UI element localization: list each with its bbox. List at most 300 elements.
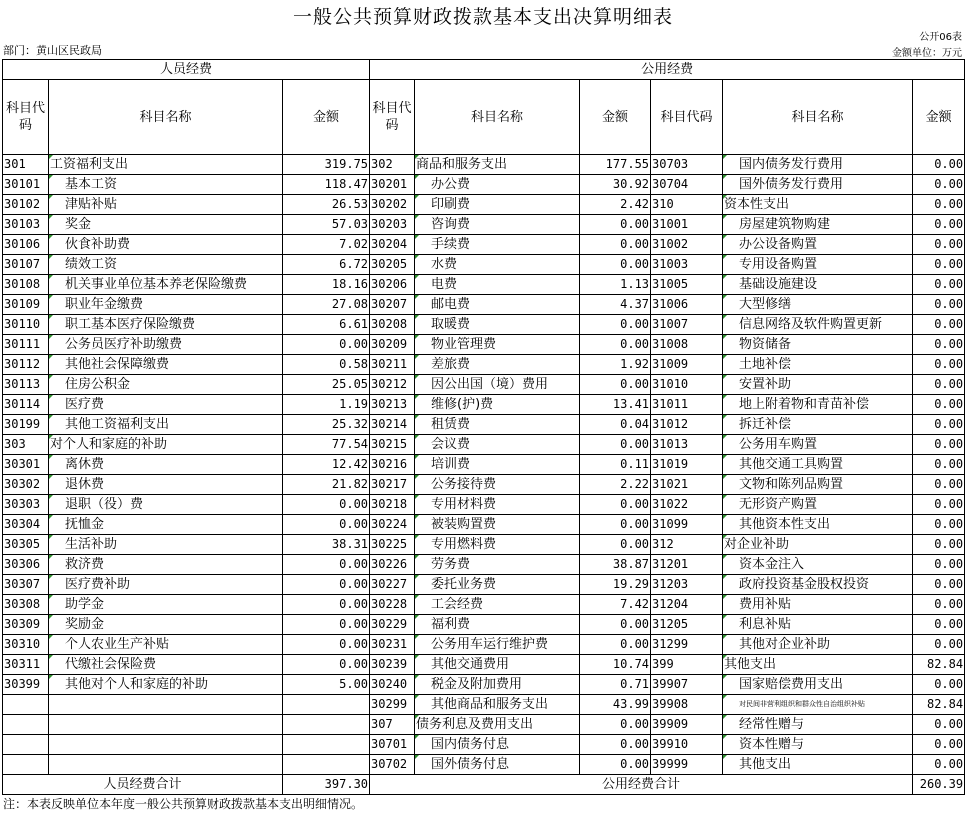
table-row — [3, 375, 965, 395]
subject-code: 30231 — [370, 635, 415, 655]
subject-amount: 0.00 — [913, 495, 965, 515]
subject-name: 其他商品和服务支出 — [415, 695, 580, 715]
subject-name: 公务用车购置 — [723, 435, 913, 455]
subject-name — [49, 755, 283, 775]
subject-code: 30703 — [651, 155, 723, 175]
subject-amount: 0.00 — [580, 535, 651, 555]
subject-amount: 0.00 — [580, 615, 651, 635]
subject-code: 30205 — [370, 255, 415, 275]
subject-amount — [283, 735, 370, 755]
subject-amount — [283, 755, 370, 775]
table-row — [3, 275, 965, 295]
subject-amount: 0.71 — [580, 675, 651, 695]
subject-amount: 0.00 — [580, 315, 651, 335]
header-code: 科目代码 — [370, 80, 415, 155]
subject-name: 工会经费 — [415, 595, 580, 615]
subject-amount: 2.22 — [580, 475, 651, 495]
subject-name: 伙食补助费 — [49, 235, 283, 255]
subject-name: 个人农业生产补贴 — [49, 635, 283, 655]
report-title: 一般公共预算财政拨款基本支出决算明细表 — [292, 6, 673, 28]
subject-code: 30311 — [3, 655, 49, 675]
subject-amount: 7.02 — [283, 235, 370, 255]
subject-amount: 0.00 — [913, 415, 965, 435]
subject-code: 31006 — [651, 295, 723, 315]
table-row — [3, 755, 965, 775]
subject-amount: 38.87 — [580, 555, 651, 575]
subject-name: 信息网络及软件购置更新 — [723, 315, 913, 335]
subject-name: 劳务费 — [415, 555, 580, 575]
subject-name: 津贴补贴 — [49, 195, 283, 215]
subject-code: 30212 — [370, 375, 415, 395]
table-row — [3, 195, 965, 215]
subject-code: 30304 — [3, 515, 49, 535]
subject-code: 30202 — [370, 195, 415, 215]
subject-code: 30229 — [370, 615, 415, 635]
subject-name: 差旅费 — [415, 355, 580, 375]
subject-amount: 0.00 — [913, 475, 965, 495]
header-code: 科目代码 — [651, 80, 723, 155]
subject-amount: 25.05 — [283, 375, 370, 395]
subject-amount: 118.47 — [283, 175, 370, 195]
subject-name: 拆迁补偿 — [723, 415, 913, 435]
subject-code: 30240 — [370, 675, 415, 695]
form-number: 公开06表 — [919, 32, 962, 43]
subject-name: 资本性支出 — [723, 195, 913, 215]
subject-amount: 0.00 — [580, 735, 651, 755]
subject-amount: 4.37 — [580, 295, 651, 315]
subject-code: 30201 — [370, 175, 415, 195]
subject-amount: 0.00 — [913, 155, 965, 175]
public-total-label: 公用经费合计 — [370, 775, 913, 795]
subject-name: 其他对个人和家庭的补助 — [49, 675, 283, 695]
subject-code: 312 — [651, 535, 723, 555]
table-row — [3, 335, 965, 355]
table-row — [3, 515, 965, 535]
subject-code: 30307 — [3, 575, 49, 595]
subject-amount: 82.84 — [913, 695, 965, 715]
subject-amount: 0.00 — [913, 215, 965, 235]
subject-amount: 0.00 — [283, 615, 370, 635]
table-row — [3, 215, 965, 235]
table-row — [3, 635, 965, 655]
subject-amount: 0.00 — [913, 575, 965, 595]
subject-amount: 26.53 — [283, 195, 370, 215]
subject-code: 30305 — [3, 535, 49, 555]
subject-amount: 0.00 — [913, 675, 965, 695]
subject-amount: 0.00 — [283, 655, 370, 675]
subject-code: 31204 — [651, 595, 723, 615]
subject-name: 租赁费 — [415, 415, 580, 435]
subject-name: 专用设备购置 — [723, 255, 913, 275]
subject-name: 房屋建筑物购建 — [723, 215, 913, 235]
subject-amount: 25.32 — [283, 415, 370, 435]
subject-amount: 13.41 — [580, 395, 651, 415]
subject-amount: 0.58 — [283, 355, 370, 375]
subject-code: 30103 — [3, 215, 49, 235]
subject-amount: 19.29 — [580, 575, 651, 595]
subject-name: 物业管理费 — [415, 335, 580, 355]
subject-name: 其他支出 — [723, 755, 913, 775]
subject-name: 代缴社会保险费 — [49, 655, 283, 675]
subject-code: 31013 — [651, 435, 723, 455]
subject-name: 职业年金缴费 — [49, 295, 283, 315]
subject-code: 30113 — [3, 375, 49, 395]
subject-amount: 177.55 — [580, 155, 651, 175]
subject-code: 39908 — [651, 695, 723, 715]
subject-code: 302 — [370, 155, 415, 175]
subject-code: 30308 — [3, 595, 49, 615]
subject-name: 利息补贴 — [723, 615, 913, 635]
footnote: 注：本表反映单位本年度一般公共预算财政拨款基本支出明细情况。 — [3, 797, 364, 811]
subject-name: 大型修缮 — [723, 295, 913, 315]
subject-amount: 0.00 — [580, 435, 651, 455]
table-row — [3, 715, 965, 735]
subject-amount: 0.00 — [283, 575, 370, 595]
subject-code: 30114 — [3, 395, 49, 415]
subject-amount: 0.00 — [913, 195, 965, 215]
subject-name: 安置补助 — [723, 375, 913, 395]
subject-code: 30224 — [370, 515, 415, 535]
subject-name: 国外债务发行费用 — [723, 175, 913, 195]
subject-name: 职工基本医疗保险缴费 — [49, 315, 283, 335]
personnel-total-label: 人员经费合计 — [3, 775, 283, 795]
subject-amount: 0.00 — [580, 215, 651, 235]
subject-amount: 12.42 — [283, 455, 370, 475]
subject-code: 30704 — [651, 175, 723, 195]
subject-amount: 0.00 — [580, 635, 651, 655]
subject-code: 30228 — [370, 595, 415, 615]
subject-name: 商品和服务支出 — [415, 155, 580, 175]
subject-code — [3, 695, 49, 715]
table-row — [3, 435, 965, 455]
subject-name: 基本工资 — [49, 175, 283, 195]
subject-amount: 1.19 — [283, 395, 370, 415]
header-public: 公用经费 — [370, 60, 965, 80]
subject-name: 被装购置费 — [415, 515, 580, 535]
subject-code: 30112 — [3, 355, 49, 375]
subject-name: 退职（役）费 — [49, 495, 283, 515]
header-amount: 金额 — [580, 80, 651, 155]
subject-name: 印刷费 — [415, 195, 580, 215]
subject-code: 31201 — [651, 555, 723, 575]
subject-name: 奖金 — [49, 215, 283, 235]
subject-amount: 1.92 — [580, 355, 651, 375]
subject-amount: 0.00 — [913, 335, 965, 355]
subject-amount: 5.00 — [283, 675, 370, 695]
subject-code: 30204 — [370, 235, 415, 255]
subject-amount: 0.00 — [580, 755, 651, 775]
subject-code: 30299 — [370, 695, 415, 715]
table-row — [3, 315, 965, 335]
department-label: 部门：黄山区民政局 — [3, 44, 102, 57]
subject-code: 30227 — [370, 575, 415, 595]
header-name: 科目名称 — [723, 80, 913, 155]
subject-name: 对企业补助 — [723, 535, 913, 555]
table-row — [3, 555, 965, 575]
subject-amount: 0.00 — [913, 235, 965, 255]
subject-code: 31001 — [651, 215, 723, 235]
subject-amount: 0.00 — [283, 515, 370, 535]
subject-name: 地上附着物和青苗补偿 — [723, 395, 913, 415]
subject-name: 因公出国（境）费用 — [415, 375, 580, 395]
subject-name: 费用补贴 — [723, 595, 913, 615]
subject-code: 31022 — [651, 495, 723, 515]
table-row — [3, 295, 965, 315]
subject-code: 30209 — [370, 335, 415, 355]
subject-name: 水费 — [415, 255, 580, 275]
table-row — [3, 155, 965, 175]
subject-code: 30225 — [370, 535, 415, 555]
subject-code: 31007 — [651, 315, 723, 335]
subject-name — [49, 735, 283, 755]
subject-code: 30102 — [3, 195, 49, 215]
subject-name: 国内债务发行费用 — [723, 155, 913, 175]
subject-name: 退休费 — [49, 475, 283, 495]
subject-code: 30306 — [3, 555, 49, 575]
subject-amount: 0.11 — [580, 455, 651, 475]
subject-name: 国内债务付息 — [415, 735, 580, 755]
subject-name: 税金及附加费用 — [415, 675, 580, 695]
subject-name: 办公费 — [415, 175, 580, 195]
subject-name: 其他交通工具购置 — [723, 455, 913, 475]
subject-name: 奖励金 — [49, 615, 283, 635]
subject-name: 债务利息及费用支出 — [415, 715, 580, 735]
subject-amount: 0.00 — [580, 715, 651, 735]
subject-code: 30111 — [3, 335, 49, 355]
header-name: 科目名称 — [49, 80, 283, 155]
subject-amount: 0.00 — [913, 355, 965, 375]
subject-name: 公务员医疗补助缴费 — [49, 335, 283, 355]
table-row — [3, 695, 965, 715]
subject-amount: 0.00 — [283, 495, 370, 515]
subject-name: 经常性赠与 — [723, 715, 913, 735]
subject-name: 专用材料费 — [415, 495, 580, 515]
subject-name: 委托业务费 — [415, 575, 580, 595]
subject-name: 抚恤金 — [49, 515, 283, 535]
subject-amount: 0.00 — [913, 395, 965, 415]
subject-code: 30399 — [3, 675, 49, 695]
subject-name: 邮电费 — [415, 295, 580, 315]
subject-amount: 0.00 — [913, 435, 965, 455]
subject-amount: 0.00 — [283, 635, 370, 655]
subject-amount: 0.00 — [283, 335, 370, 355]
subject-amount — [283, 715, 370, 735]
table-row — [3, 395, 965, 415]
subject-code: 307 — [370, 715, 415, 735]
amount-unit: 金额单位：万元 — [892, 48, 962, 59]
table-row — [3, 415, 965, 435]
subject-amount: 27.08 — [283, 295, 370, 315]
subject-code: 31009 — [651, 355, 723, 375]
subject-amount: 0.00 — [913, 375, 965, 395]
subject-amount: 0.00 — [913, 615, 965, 635]
subject-code: 30701 — [370, 735, 415, 755]
subject-name: 电费 — [415, 275, 580, 295]
table-row — [3, 355, 965, 375]
subject-code: 399 — [651, 655, 723, 675]
subject-name: 公务接待费 — [415, 475, 580, 495]
table-body — [3, 155, 965, 775]
subject-name: 生活补助 — [49, 535, 283, 555]
subject-amount: 0.00 — [913, 735, 965, 755]
subject-code: 30109 — [3, 295, 49, 315]
subject-amount: 0.00 — [580, 375, 651, 395]
subject-code: 30217 — [370, 475, 415, 495]
subject-name: 离休费 — [49, 455, 283, 475]
subject-code: 30110 — [3, 315, 49, 335]
subject-code — [3, 715, 49, 735]
table-row — [3, 595, 965, 615]
header-code: 科目代码 — [3, 80, 49, 155]
subject-name: 资本性赠与 — [723, 735, 913, 755]
subject-code: 30309 — [3, 615, 49, 635]
expenditure-table — [2, 59, 965, 795]
subject-amount: 0.00 — [580, 495, 651, 515]
subject-amount: 21.82 — [283, 475, 370, 495]
subject-name: 取暖费 — [415, 315, 580, 335]
personnel-total-value: 397.30 — [283, 775, 370, 795]
table-row — [3, 535, 965, 555]
subject-amount: 38.31 — [283, 535, 370, 555]
header-name: 科目名称 — [415, 80, 580, 155]
subject-code: 30310 — [3, 635, 49, 655]
subject-code: 31008 — [651, 335, 723, 355]
subject-code: 30226 — [370, 555, 415, 575]
subject-amount: 0.00 — [913, 455, 965, 475]
subject-name: 国家赔偿费用支出 — [723, 675, 913, 695]
subject-code: 39910 — [651, 735, 723, 755]
subject-code: 30239 — [370, 655, 415, 675]
header-amount: 金额 — [913, 80, 965, 155]
subject-amount: 43.99 — [580, 695, 651, 715]
table-row — [3, 615, 965, 635]
subject-code: 31012 — [651, 415, 723, 435]
subject-name: 政府投资基金股权投资 — [723, 575, 913, 595]
subject-code: 30302 — [3, 475, 49, 495]
subject-code: 31002 — [651, 235, 723, 255]
subject-name: 其他社会保障缴费 — [49, 355, 283, 375]
subject-name: 手续费 — [415, 235, 580, 255]
subject-name: 办公设备购置 — [723, 235, 913, 255]
subject-code: 30702 — [370, 755, 415, 775]
public-total-value: 260.39 — [913, 775, 965, 795]
header-amount: 金额 — [283, 80, 370, 155]
table-row — [3, 655, 965, 675]
subject-code: 31005 — [651, 275, 723, 295]
subject-amount: 0.00 — [913, 515, 965, 535]
subject-amount: 0.00 — [913, 275, 965, 295]
subject-amount: 7.42 — [580, 595, 651, 615]
subject-name: 国外债务付息 — [415, 755, 580, 775]
table-row — [3, 495, 965, 515]
subject-name: 其他资本性支出 — [723, 515, 913, 535]
subject-name: 资本金注入 — [723, 555, 913, 575]
subject-code: 31011 — [651, 395, 723, 415]
subject-name: 其他对企业补助 — [723, 635, 913, 655]
subject-amount: 0.00 — [580, 255, 651, 275]
subject-name: 福利费 — [415, 615, 580, 635]
subject-name: 无形资产购置 — [723, 495, 913, 515]
subject-code: 30207 — [370, 295, 415, 315]
subject-name: 助学金 — [49, 595, 283, 615]
subject-amount: 0.00 — [913, 295, 965, 315]
subject-code: 39907 — [651, 675, 723, 695]
subject-amount: 0.00 — [913, 175, 965, 195]
subject-name: 机关事业单位基本养老保险缴费 — [49, 275, 283, 295]
subject-name: 物资储备 — [723, 335, 913, 355]
subject-code: 30218 — [370, 495, 415, 515]
subject-amount: 82.84 — [913, 655, 965, 675]
subject-code: 31205 — [651, 615, 723, 635]
subject-code: 31003 — [651, 255, 723, 275]
subject-name: 对个人和家庭的补助 — [49, 435, 283, 455]
subject-amount: 2.42 — [580, 195, 651, 215]
totals-row — [3, 775, 965, 795]
subject-name: 咨询费 — [415, 215, 580, 235]
subject-name: 其他支出 — [723, 655, 913, 675]
subject-code: 301 — [3, 155, 49, 175]
subject-code — [3, 755, 49, 775]
subject-code: 31019 — [651, 455, 723, 475]
subject-amount: 10.74 — [580, 655, 651, 675]
subject-name: 医疗费补助 — [49, 575, 283, 595]
subject-name: 土地补偿 — [723, 355, 913, 375]
table-row — [3, 575, 965, 595]
subject-amount: 1.13 — [580, 275, 651, 295]
subject-code: 30107 — [3, 255, 49, 275]
table-row — [3, 735, 965, 755]
subject-name: 基础设施建设 — [723, 275, 913, 295]
header-personnel: 人员经费 — [3, 60, 370, 80]
subject-amount: 18.16 — [283, 275, 370, 295]
subject-code: 30301 — [3, 455, 49, 475]
table-row — [3, 235, 965, 255]
table-row — [3, 475, 965, 495]
table-row — [3, 675, 965, 695]
subject-code: 31010 — [651, 375, 723, 395]
subject-amount: 0.00 — [913, 715, 965, 735]
subject-amount: 6.61 — [283, 315, 370, 335]
subject-code: 31299 — [651, 635, 723, 655]
table-row — [3, 255, 965, 275]
subject-code: 30216 — [370, 455, 415, 475]
subject-code: 303 — [3, 435, 49, 455]
subject-code — [3, 735, 49, 755]
subject-code: 39909 — [651, 715, 723, 735]
subject-code: 30206 — [370, 275, 415, 295]
subject-amount: 77.54 — [283, 435, 370, 455]
subject-code: 30208 — [370, 315, 415, 335]
subject-name: 培训费 — [415, 455, 580, 475]
subject-amount: 0.00 — [913, 255, 965, 275]
subject-amount: 319.75 — [283, 155, 370, 175]
subject-code: 310 — [651, 195, 723, 215]
subject-name: 救济费 — [49, 555, 283, 575]
subject-amount: 0.00 — [913, 755, 965, 775]
subject-code: 30214 — [370, 415, 415, 435]
subject-name: 对民间非营利组织和群众性自治组织补贴 — [723, 695, 913, 715]
subject-name: 住房公积金 — [49, 375, 283, 395]
subject-amount: 0.00 — [580, 335, 651, 355]
subject-name: 工资福利支出 — [49, 155, 283, 175]
subject-amount: 0.04 — [580, 415, 651, 435]
subject-name: 会议费 — [415, 435, 580, 455]
subject-name: 绩效工资 — [49, 255, 283, 275]
subject-amount — [283, 695, 370, 715]
subject-name: 维修(护)费 — [415, 395, 580, 415]
subject-amount: 0.00 — [913, 595, 965, 615]
subject-amount: 0.00 — [913, 535, 965, 555]
